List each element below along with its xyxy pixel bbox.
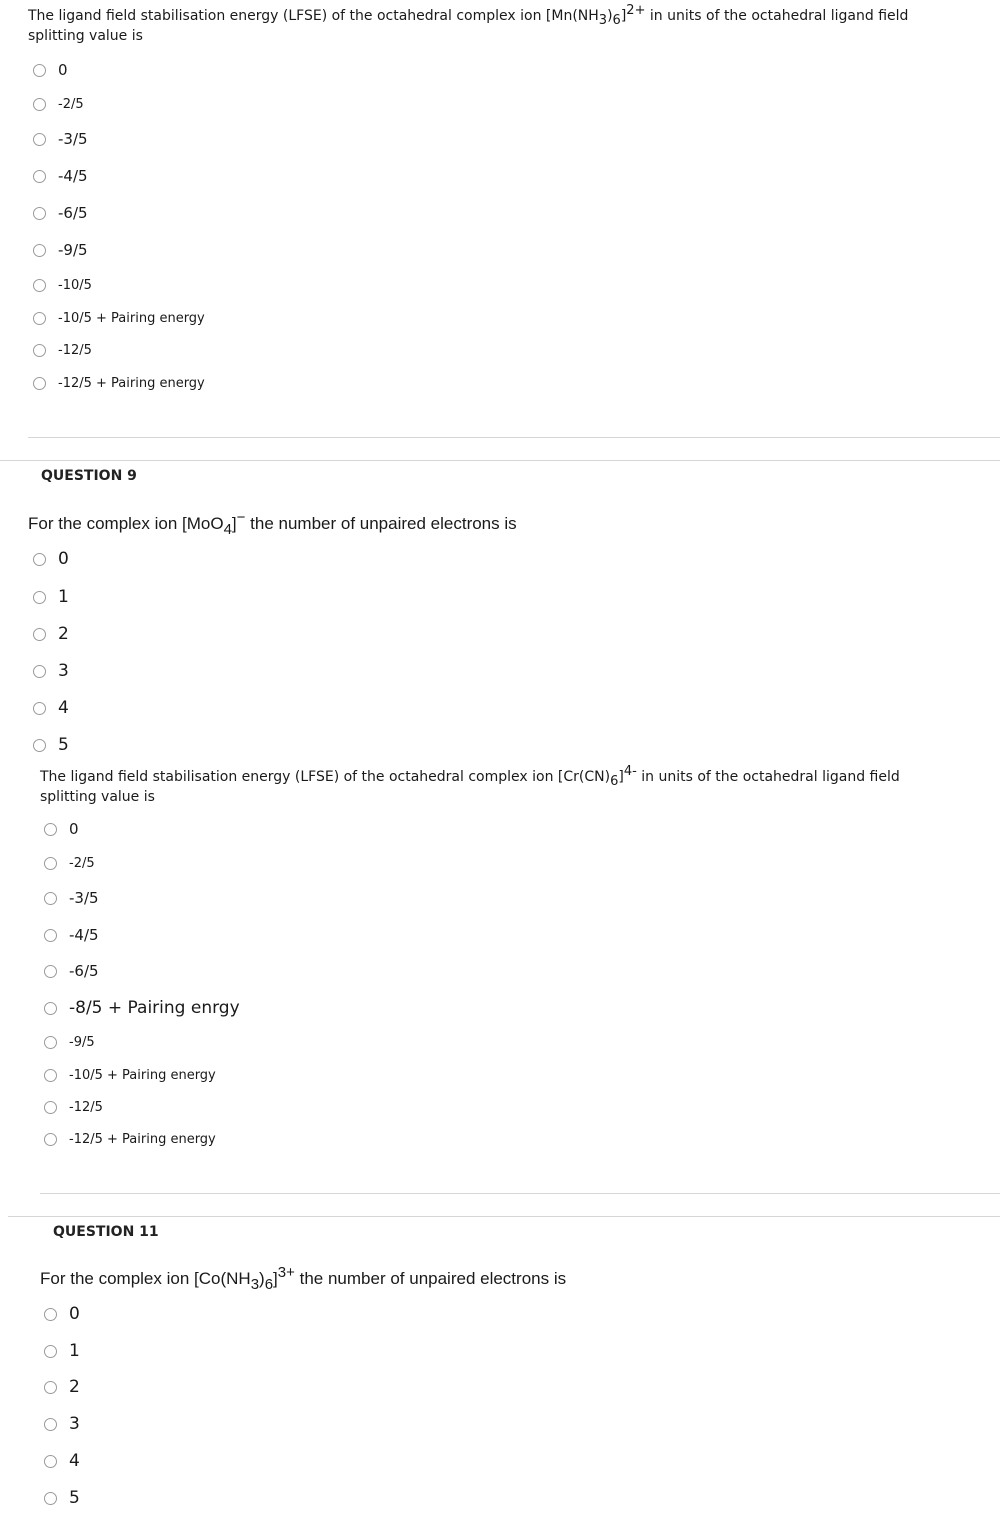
radio-button[interactable]	[33, 244, 46, 257]
q8-option[interactable]	[33, 339, 92, 361]
q8-option[interactable]	[33, 93, 84, 115]
option-label: 3	[69, 1414, 80, 1434]
option-label: -2/5	[58, 96, 84, 112]
radio-button[interactable]	[44, 1069, 57, 1082]
q10-text-pre: The ligand field stabilisation energy (LFSE) of the octahedral complex ion [Cr(CN)	[40, 769, 611, 785]
radio-button[interactable]	[44, 892, 57, 905]
q11-option[interactable]	[44, 1450, 80, 1472]
radio-button[interactable]	[44, 1002, 57, 1015]
radio-button[interactable]	[33, 279, 46, 292]
option-label: 3	[58, 661, 69, 681]
q10-option[interactable]	[44, 1031, 95, 1053]
q9-charge: −	[236, 509, 246, 526]
q10-option[interactable]	[44, 1096, 103, 1118]
question-9-text	[28, 509, 928, 538]
q10-option[interactable]	[44, 1064, 216, 1086]
option-label: -10/5 + Pairing energy	[58, 310, 205, 326]
q10-option[interactable]	[44, 818, 79, 840]
question-9-heading: QUESTION 9	[41, 468, 137, 484]
q11-mid: )	[259, 1269, 265, 1288]
radio-button[interactable]	[44, 1133, 57, 1146]
radio-button[interactable]	[33, 207, 46, 220]
q9-option[interactable]	[33, 623, 69, 645]
divider	[40, 1193, 1000, 1194]
radio-button[interactable]	[33, 739, 46, 752]
q8-bracket: ]	[620, 8, 627, 24]
radio-button[interactable]	[33, 98, 46, 111]
option-label: 0	[69, 820, 79, 838]
option-label: -12/5 + Pairing energy	[58, 375, 205, 391]
q8-text-pre: The ligand field stabilisation energy (LFSE) of the octahedral complex ion [Mn(NH	[28, 8, 599, 24]
option-label: -9/5	[69, 1034, 95, 1050]
q10-bracket: ]	[618, 769, 624, 785]
q8-option[interactable]	[33, 239, 88, 261]
q11-sub-2: 6	[264, 1276, 274, 1293]
option-label: -9/5	[58, 241, 88, 259]
question-11-text	[40, 1264, 940, 1293]
option-label: -8/5 + Pairing enrgy	[69, 998, 240, 1018]
q8-option[interactable]	[33, 59, 68, 81]
q9-option[interactable]	[33, 586, 69, 608]
option-label: -4/5	[69, 926, 99, 944]
radio-button[interactable]	[33, 628, 46, 641]
question-10-text	[40, 764, 940, 807]
q11-option[interactable]	[44, 1340, 80, 1362]
q11-text-post: the number of unpaired electrons is	[294, 1269, 567, 1288]
radio-button[interactable]	[44, 1418, 57, 1431]
q8-text-post: in units of the octahedral ligand field splitting value is	[28, 8, 909, 44]
q8-option[interactable]	[33, 165, 88, 187]
radio-button[interactable]	[33, 312, 46, 325]
option-label: -6/5	[69, 962, 99, 980]
option-label: 2	[69, 1377, 80, 1397]
option-label: -10/5 + Pairing energy	[69, 1067, 216, 1083]
radio-button[interactable]	[33, 702, 46, 715]
q9-text-pre: For the complex ion [MoO	[28, 514, 224, 533]
q9-option[interactable]	[33, 548, 69, 570]
radio-button[interactable]	[44, 929, 57, 942]
radio-button[interactable]	[33, 553, 46, 566]
q8-sub-2: 6	[612, 13, 621, 28]
q9-option[interactable]	[33, 697, 69, 719]
radio-button[interactable]	[33, 344, 46, 357]
option-label: 5	[69, 1488, 80, 1508]
q8-option[interactable]	[33, 372, 205, 394]
option-label: 1	[58, 587, 69, 607]
option-label: -12/5	[58, 342, 92, 358]
radio-button[interactable]	[33, 133, 46, 146]
radio-button[interactable]	[44, 857, 57, 870]
option-label: 0	[69, 1304, 80, 1324]
divider	[28, 437, 1000, 438]
q10-option[interactable]	[44, 960, 99, 982]
q10-option[interactable]	[44, 924, 99, 946]
radio-button[interactable]	[44, 1345, 57, 1358]
q8-charge: 2+	[626, 3, 646, 18]
q10-option[interactable]	[44, 852, 95, 874]
q11-bracket: ]	[273, 1269, 278, 1288]
radio-button[interactable]	[33, 665, 46, 678]
option-label: 2	[58, 624, 69, 644]
q10-charge: 4-	[623, 764, 637, 779]
q10-sub-1: 6	[610, 774, 619, 789]
q10-option[interactable]	[44, 997, 240, 1019]
q10-option[interactable]	[44, 887, 99, 909]
divider	[8, 1216, 1000, 1217]
radio-button[interactable]	[44, 965, 57, 978]
option-label: 0	[58, 61, 68, 79]
option-label: 4	[69, 1451, 80, 1471]
q8-option[interactable]	[33, 202, 88, 224]
option-label: -2/5	[69, 855, 95, 871]
q11-option[interactable]	[44, 1487, 80, 1509]
q11-text-pre: For the complex ion [Co(NH	[40, 1269, 251, 1288]
option-label: -3/5	[69, 889, 99, 907]
q8-option[interactable]	[33, 274, 92, 296]
q9-text-post: the number of unpaired electrons is	[245, 514, 517, 533]
q9-bracket: ]	[231, 514, 237, 533]
question-11-heading: QUESTION 11	[53, 1224, 159, 1240]
option-label: -3/5	[58, 130, 88, 148]
q11-option[interactable]	[44, 1413, 80, 1435]
q9-option[interactable]	[33, 660, 69, 682]
q9-sub-1: 4	[223, 521, 232, 538]
q8-option[interactable]	[33, 307, 205, 329]
q10-option[interactable]	[44, 1128, 216, 1150]
q11-option[interactable]	[44, 1376, 80, 1398]
option-label: -6/5	[58, 204, 88, 222]
question-8-text	[28, 3, 928, 46]
q8-mid: )	[607, 8, 613, 24]
option-label: -12/5 + Pairing energy	[69, 1131, 216, 1147]
radio-button[interactable]	[44, 1308, 57, 1321]
option-label: -12/5	[69, 1099, 103, 1115]
radio-button[interactable]	[44, 823, 57, 836]
option-label: 5	[58, 735, 69, 755]
radio-button[interactable]	[33, 64, 46, 77]
radio-button[interactable]	[44, 1036, 57, 1049]
q10-text-post: in units of the octahedral ligand field splitting value is	[40, 769, 900, 805]
q11-sub-1: 3	[250, 1276, 260, 1293]
divider	[0, 460, 1000, 461]
radio-button[interactable]	[33, 170, 46, 183]
option-label: -10/5	[58, 277, 92, 293]
radio-button[interactable]	[33, 377, 46, 390]
radio-button[interactable]	[44, 1101, 57, 1114]
radio-button[interactable]	[44, 1492, 57, 1505]
q8-option[interactable]	[33, 128, 88, 150]
option-label: 4	[58, 698, 69, 718]
radio-button[interactable]	[44, 1455, 57, 1468]
option-label: -4/5	[58, 167, 88, 185]
q11-charge: 3+	[277, 1264, 295, 1281]
radio-button[interactable]	[33, 591, 46, 604]
radio-button[interactable]	[44, 1381, 57, 1394]
q9-option[interactable]	[33, 734, 69, 756]
q8-sub-1: 3	[598, 13, 608, 28]
option-label: 1	[69, 1341, 80, 1361]
q11-option[interactable]	[44, 1303, 80, 1325]
option-label: 0	[58, 549, 69, 569]
